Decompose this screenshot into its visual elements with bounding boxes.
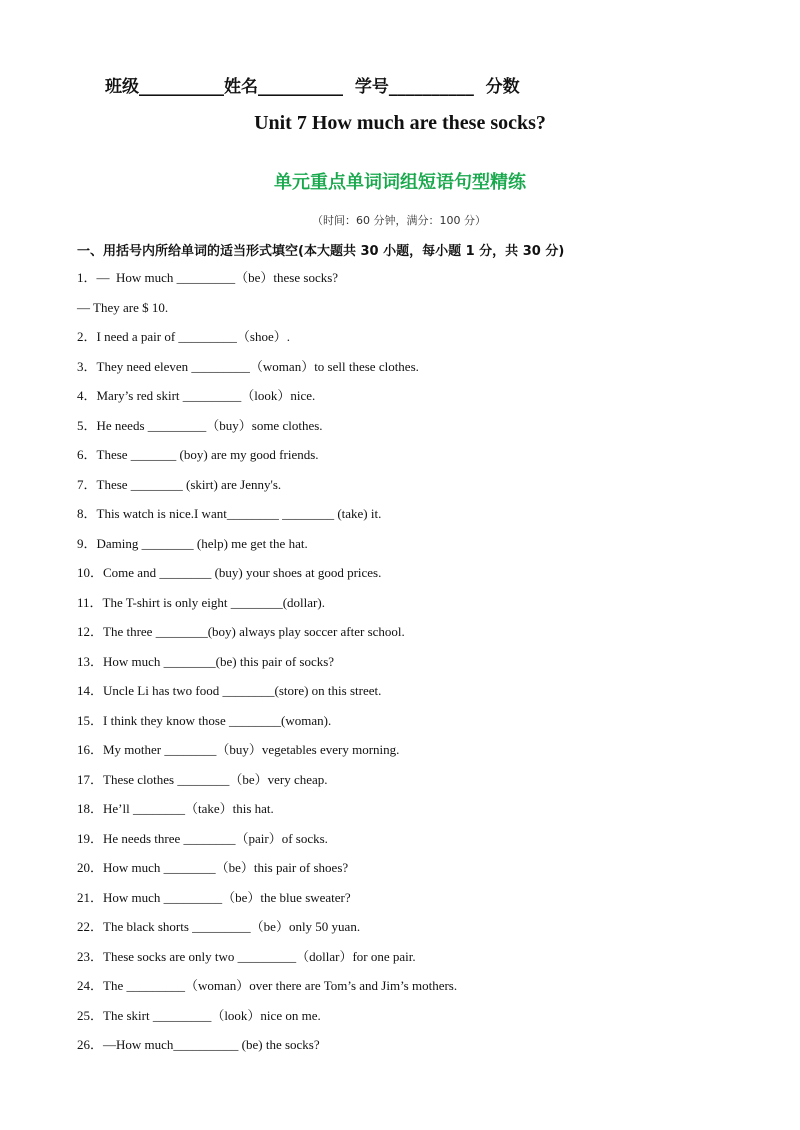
question-item: 4．Mary’s red skirt _________（look）nice. bbox=[77, 388, 316, 403]
title-text: Unit 7 How much are these socks? bbox=[254, 112, 546, 134]
subtitle-text: 单元重点单词词组短语句型精练 bbox=[274, 172, 526, 193]
question-item: 18．He’ll ________（take）this hat. bbox=[77, 801, 274, 816]
question-item: 3．They need eleven _________（woman）to sell these clothes. bbox=[77, 358, 419, 374]
question-item: 2．I need a pair of _________（shoe）. bbox=[77, 329, 291, 344]
question-item: 13．How much ________(be) this pair of socks? bbox=[77, 653, 335, 669]
question-item: 12．The three ________(boy) always play soccer after school. bbox=[77, 624, 405, 639]
question-item: 5．He needs _________（buy）some clothes. bbox=[77, 417, 323, 433]
question-item: 20．How much ________（be）this pair of shoes? bbox=[77, 860, 349, 875]
worksheet-subtitle bbox=[0, 168, 800, 194]
question-item: 10．Come and ________ (buy) your shoes at good prices. bbox=[77, 565, 382, 580]
question-item: 16．My mother ________（buy）vegetables every morning. bbox=[77, 742, 400, 757]
question-item: 22．The black shorts _________（be）only 50 yuan. bbox=[77, 919, 361, 934]
question-item: 21．How much _________（be）the blue sweater? bbox=[77, 889, 351, 905]
question-item: 17．These clothes ________（be）very cheap. bbox=[77, 771, 328, 787]
time-score-text: （时间：60 分钟，满分：100 分） bbox=[312, 214, 486, 227]
time-score-note bbox=[0, 212, 800, 228]
question-item: 7．These ________ (skirt) are Jenny's. bbox=[77, 476, 282, 492]
student-info-line: 班级__________姓名__________ 学号__________ 分数 bbox=[105, 77, 520, 97]
question-item: 19．He needs three ________（pair）of socks. bbox=[77, 830, 328, 846]
question-item: 8．This watch is nice.I want________ ________ (take) it. bbox=[77, 506, 382, 521]
question-item: — They are $ 10. bbox=[77, 299, 169, 315]
question-item: 25．The skirt _________（look）nice on me. bbox=[77, 1007, 321, 1023]
question-item: 14．Uncle Li has two food ________(store) on this street. bbox=[77, 683, 382, 698]
question-item: 9．Daming ________ (help) me get the hat. bbox=[77, 535, 308, 551]
question-list bbox=[77, 269, 737, 1066]
question-item: 6．These _______ (boy) are my good friends. bbox=[77, 447, 319, 462]
worksheet-title bbox=[0, 112, 800, 135]
section-heading: 一、用括号内所给单词的适当形式填空(本大题共 30 小题，每小题 1 分，共 30 分) bbox=[77, 244, 565, 259]
question-item: 26．—How much__________ (be) the socks? bbox=[77, 1037, 320, 1052]
question-item: 15．I think they know those ________(woman). bbox=[77, 712, 332, 728]
question-item: 24．The _________（woman）over there are Tom’s and Jim’s mothers. bbox=[77, 978, 458, 993]
question-item: 1．— How much _________（be）these socks? bbox=[77, 270, 339, 285]
question-item: 11．The T-shirt is only eight ________(dollar). bbox=[77, 594, 325, 610]
question-item: 23．These socks are only two _________（dollar）for one pair. bbox=[77, 948, 416, 964]
